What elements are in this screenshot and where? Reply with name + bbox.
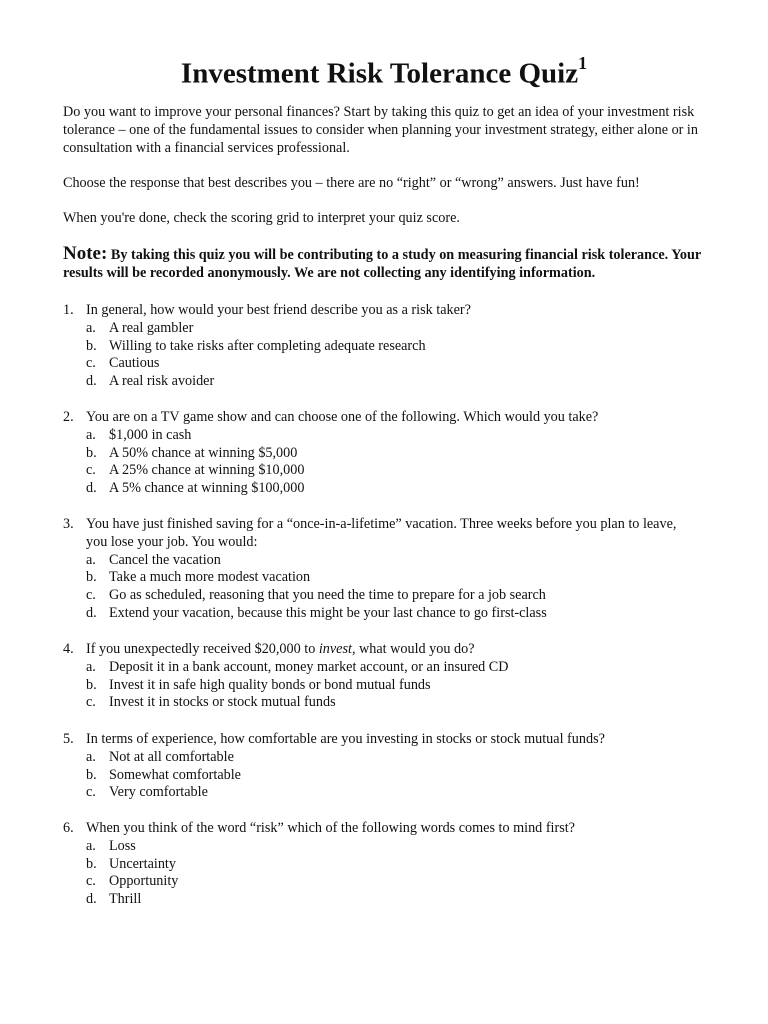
option-letter: b. — [86, 444, 97, 461]
question-text: When you think of the word “risk” which of the following words comes to mind first? — [86, 820, 575, 836]
question-2 — [63, 409, 743, 498]
option-letter: c. — [86, 462, 96, 479]
option-item[interactable] — [63, 373, 743, 391]
option-item[interactable] — [63, 462, 743, 480]
option-item[interactable] — [63, 856, 743, 874]
option-item[interactable] — [63, 838, 743, 856]
option-text: Invest it in stocks or stock mutual funds — [109, 694, 336, 711]
options-list — [63, 552, 743, 623]
option-item[interactable] — [63, 749, 743, 767]
option-item[interactable] — [63, 320, 743, 338]
option-letter: c. — [86, 587, 96, 604]
intro-paragraph-1: Do you want to improve your personal finances? Start by taking this quiz to get an idea of your investment risk tolerance – one of the fundamental issues to consider when planning your investment strategy, either alone or in consultation with a financial services professional. — [63, 104, 698, 156]
option-text: Willing to take risks after completing adequate research — [109, 337, 426, 354]
option-letter: d. — [86, 604, 97, 621]
option-item[interactable] — [63, 552, 743, 570]
option-letter: c. — [86, 873, 96, 890]
question-number: 5. — [63, 731, 74, 747]
question-number: 2. — [63, 409, 74, 425]
options-list — [63, 838, 743, 909]
option-letter: b. — [86, 337, 97, 354]
option-letter: a. — [86, 319, 96, 336]
option-text: Not at all comfortable — [109, 748, 234, 765]
option-item[interactable] — [63, 891, 743, 909]
option-item[interactable] — [63, 355, 743, 373]
option-text: Cautious — [109, 355, 160, 372]
options-list — [63, 320, 743, 391]
question-1 — [63, 302, 743, 391]
option-item[interactable] — [63, 587, 743, 605]
question-3 — [63, 516, 743, 623]
option-text: Cancel the vacation — [109, 551, 221, 568]
options-list — [63, 749, 743, 802]
option-item[interactable] — [63, 445, 743, 463]
option-letter: a. — [86, 551, 96, 568]
option-text: A 50% chance at winning $5,000 — [109, 444, 298, 461]
option-text: Opportunity — [109, 873, 179, 890]
question-text-part: , what would you do? — [351, 641, 475, 657]
option-text: A real risk avoider — [109, 373, 215, 390]
option-item[interactable] — [63, 427, 743, 445]
option-item[interactable] — [63, 338, 743, 356]
option-text: Go as scheduled, reasoning that you need the time to prepare for a job search — [109, 587, 546, 604]
option-text: Invest it in safe high quality bonds or bond mutual funds — [109, 676, 431, 693]
option-text: A 5% chance at winning $100,000 — [109, 480, 305, 497]
question-text-part: If you unexpectedly received $20,000 to — [86, 641, 319, 657]
option-text: A 25% chance at winning $10,000 — [109, 462, 305, 479]
options-list — [63, 659, 743, 712]
option-letter: b. — [86, 766, 97, 783]
option-item[interactable] — [63, 480, 743, 498]
intro-paragraph-3: When you're done, check the scoring grid to interpret your quiz score. — [63, 210, 460, 226]
option-letter: a. — [86, 658, 96, 675]
question-number: 1. — [63, 302, 74, 318]
option-text: A real gambler — [109, 319, 194, 336]
question-5 — [63, 731, 743, 802]
question-text: You have just finished saving for a “once-in-a-lifetime” vacation. Three weeks before you plan to leave, you lose your job. You would: — [86, 516, 677, 550]
option-letter: c. — [86, 694, 96, 711]
option-letter: a. — [86, 748, 96, 765]
option-item[interactable] — [63, 694, 743, 712]
option-item[interactable] — [63, 873, 743, 891]
option-letter: b. — [86, 855, 97, 872]
option-letter: b. — [86, 569, 97, 586]
option-text: Deposit it in a bank account, money market account, or an insured CD — [109, 658, 509, 675]
question-6 — [63, 820, 743, 909]
question-number: 4. — [63, 641, 74, 657]
option-letter: c. — [86, 355, 96, 372]
option-letter: d. — [86, 891, 97, 908]
option-letter: b. — [86, 676, 97, 693]
option-item[interactable] — [63, 677, 743, 695]
note-text: By taking this quiz you will be contributing to a study on measuring financial risk tolerance. Your results will be recorded anonymously. We are not collecting any identifying information. — [63, 247, 701, 281]
question-text: In general, how would your best friend describe you as a risk taker? — [86, 302, 471, 318]
option-item[interactable] — [63, 569, 743, 587]
note-label: Note: — [63, 243, 108, 264]
options-list — [63, 427, 743, 498]
option-text: Somewhat comfortable — [109, 766, 241, 783]
title-text: Investment Risk Tolerance Quiz — [180, 57, 579, 90]
option-text: Take a much more modest vacation — [109, 569, 311, 586]
option-text: Loss — [109, 837, 136, 854]
option-text: Uncertainty — [109, 855, 176, 872]
question-text-emphasis: invest — [318, 641, 352, 657]
question-text: You are on a TV game show and can choose one of the following. Which would you take? — [86, 409, 599, 425]
option-item[interactable] — [63, 784, 743, 802]
title-footnote-marker: 1 — [578, 53, 588, 73]
option-item[interactable] — [63, 767, 743, 785]
option-text: Very comfortable — [109, 784, 208, 801]
page-title — [0, 48, 768, 92]
option-letter: c. — [86, 784, 96, 801]
option-letter: d. — [86, 480, 97, 497]
question-text: In terms of experience, how comfortable are you investing in stocks or stock mutual funds? — [86, 731, 605, 747]
option-item[interactable] — [63, 659, 743, 677]
option-text: $1,000 in cash — [109, 426, 192, 443]
option-letter: a. — [86, 837, 96, 854]
question-number: 6. — [63, 820, 74, 836]
question-4 — [63, 641, 743, 712]
note-block — [63, 245, 743, 282]
option-letter: d. — [86, 373, 97, 390]
option-letter: a. — [86, 426, 96, 443]
option-item[interactable] — [63, 605, 743, 623]
intro-paragraph-2: Choose the response that best describes you – there are no “right” or “wrong” answers. Just have fun! — [63, 175, 640, 191]
option-text: Extend your vacation, because this might be your last chance to go first-class — [109, 604, 547, 621]
question-text — [86, 641, 743, 659]
question-number: 3. — [63, 516, 74, 532]
option-text: Thrill — [109, 891, 142, 908]
